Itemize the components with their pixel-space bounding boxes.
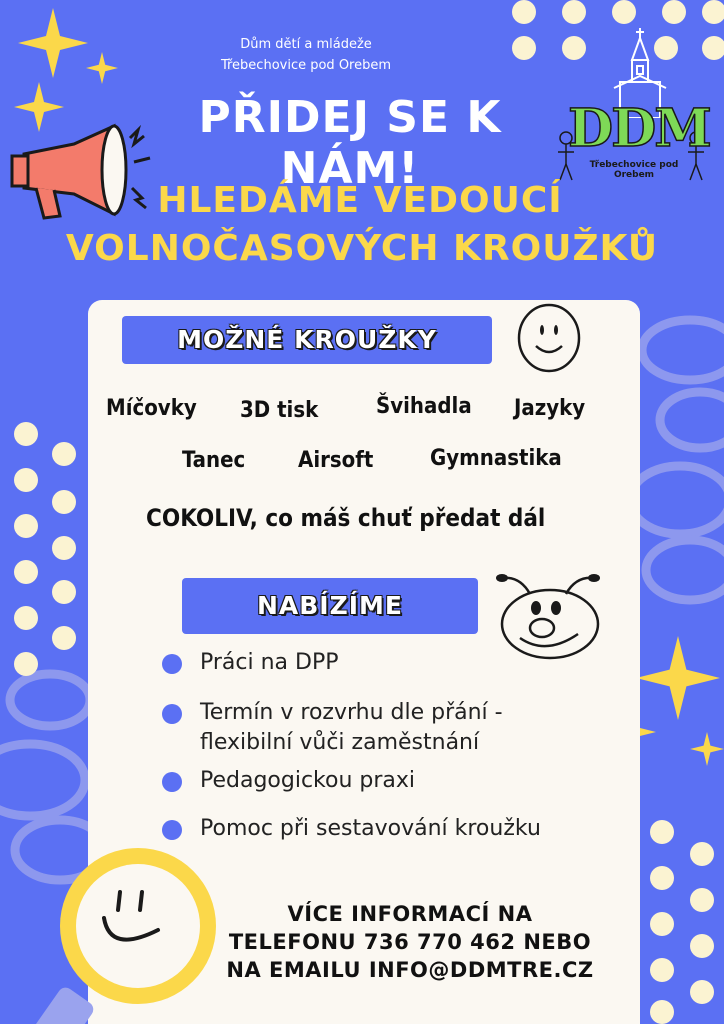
organization-name bbox=[156, 34, 456, 76]
ddm-logo-letters: DDM bbox=[568, 98, 710, 159]
offer-item: Pedagogickou praxi bbox=[200, 768, 416, 793]
hobby-item: Tanec bbox=[182, 448, 246, 473]
offer-item: Práci na DPP bbox=[200, 650, 339, 675]
bullet bbox=[162, 772, 182, 792]
organization-name-line1: Dům dětí a mládeže bbox=[240, 37, 372, 52]
subheadline-line1: HLEDÁME VEDOUCÍ bbox=[157, 180, 563, 221]
hobby-item: Míčovky bbox=[106, 396, 197, 421]
hobby-item: Švihadla bbox=[376, 394, 472, 419]
hobbies-title: MOŽNÉ KROUŽKY bbox=[177, 325, 437, 354]
bullet bbox=[162, 704, 182, 724]
bullet bbox=[162, 820, 182, 840]
ddm-logo-caption: Třebechovice pod Orebem bbox=[589, 160, 679, 180]
hobby-item: Gymnastika bbox=[430, 446, 562, 471]
offer-item: Pomoc při sestavování kroužku bbox=[200, 816, 541, 841]
offer-title: NABÍZÍME bbox=[256, 591, 403, 620]
cartoon-face-icon bbox=[490, 564, 608, 662]
ddm-logo bbox=[556, 98, 710, 184]
subheadline-line2: VOLNOČASOVÝCH KROUŽKŮ bbox=[65, 228, 659, 269]
bullet bbox=[162, 654, 182, 674]
star-icon bbox=[18, 8, 88, 78]
hobby-anything: COKOLIV, co máš chuť předat dál bbox=[146, 504, 546, 532]
star-icon bbox=[86, 52, 118, 84]
organization-name-line2: Třebechovice pod Orebem bbox=[220, 58, 392, 73]
star-icon bbox=[636, 636, 720, 720]
contact-line1: VÍCE INFORMACÍ NA bbox=[287, 902, 533, 926]
offer-item: flexibilní vůči zaměstnání bbox=[200, 730, 480, 755]
hobby-item: Jazyky bbox=[514, 396, 586, 421]
hobby-item: 3D tisk bbox=[240, 398, 319, 423]
contact-info bbox=[200, 900, 620, 984]
hobby-item: Airsoft bbox=[298, 448, 374, 473]
contact-line2: TELEFONU 736 770 462 NEBO bbox=[228, 930, 592, 954]
contact-line3: NA EMAILU INFO@DDMTRE.CZ bbox=[226, 958, 594, 982]
hobbies-title-banner bbox=[122, 316, 492, 364]
offer-item: Termín v rozvrhu dle přání - bbox=[200, 700, 503, 725]
star-icon bbox=[690, 724, 724, 774]
offer-title-banner bbox=[182, 578, 478, 634]
headline: PŘIDEJ SE K NÁM! bbox=[198, 92, 502, 194]
smiley-icon bbox=[514, 300, 584, 374]
